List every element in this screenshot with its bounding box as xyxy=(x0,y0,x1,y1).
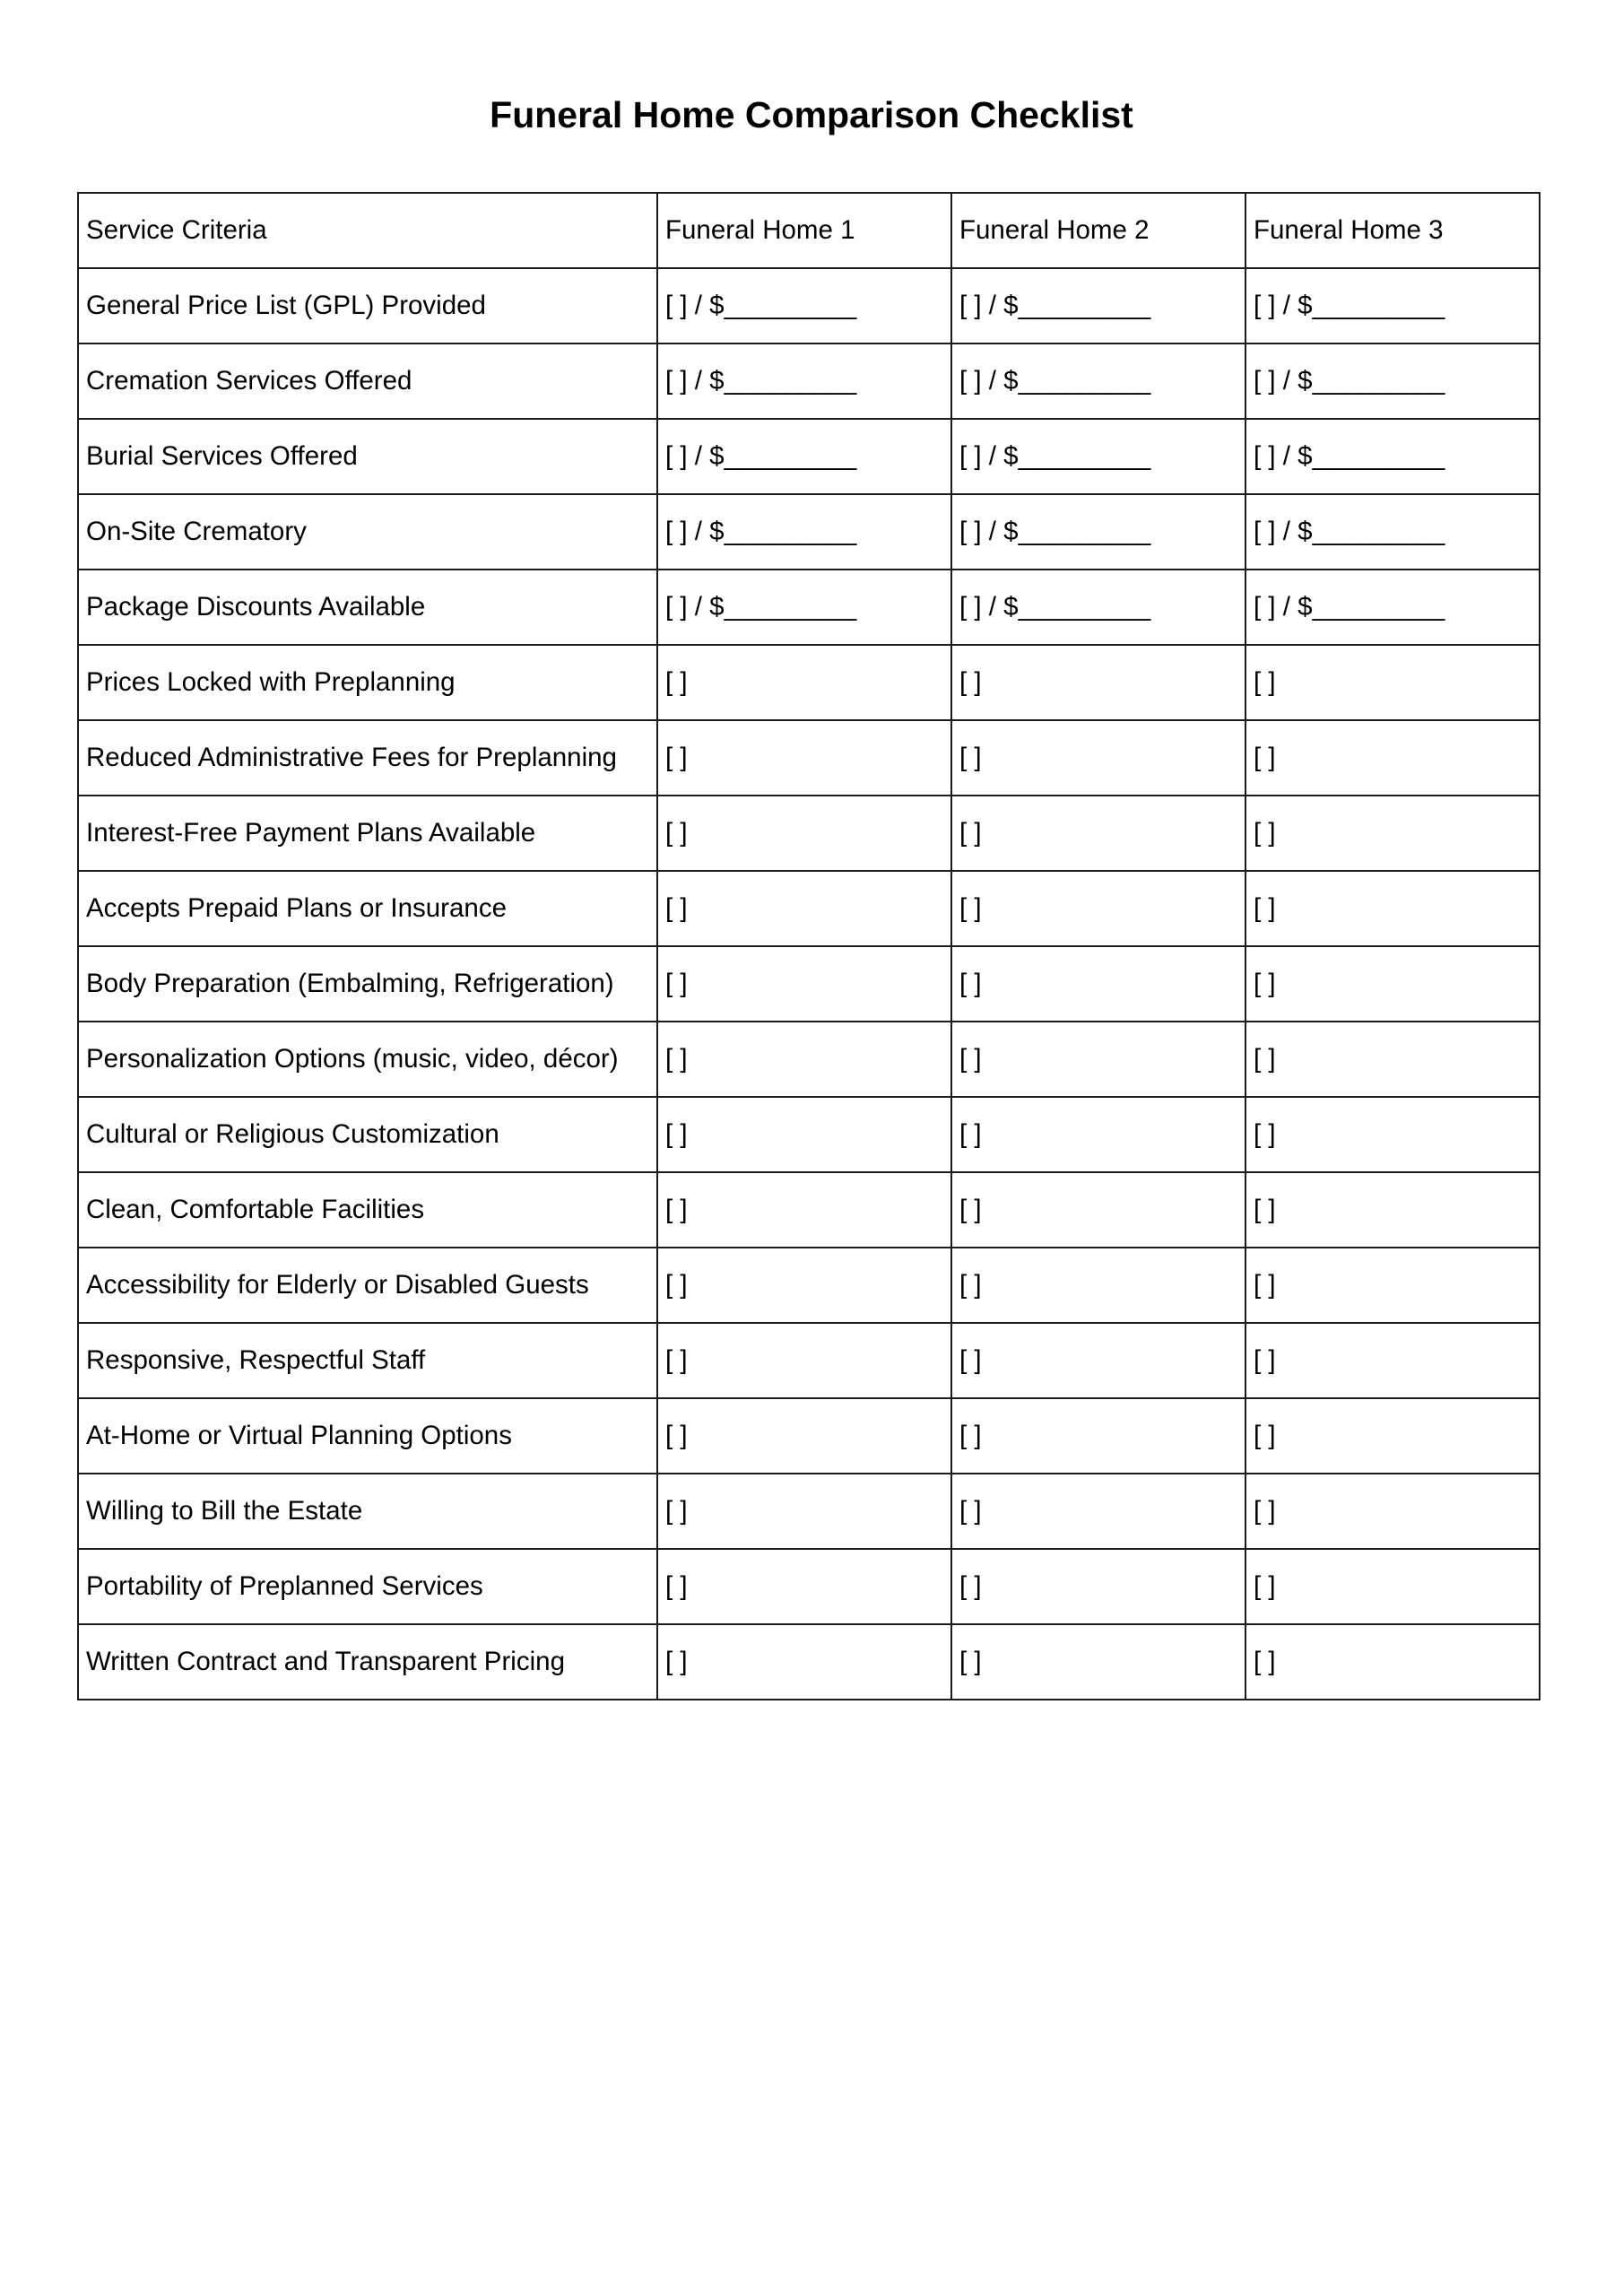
funeral-home-2-checkbox-field[interactable]: [ ] xyxy=(951,1549,1245,1624)
header-service-criteria: Service Criteria xyxy=(78,193,657,268)
funeral-home-2-checkbox-field[interactable]: [ ] xyxy=(951,1022,1245,1097)
criteria-cell: Interest-Free Payment Plans Available xyxy=(78,796,657,871)
funeral-home-1-checkbox-field[interactable]: [ ] / $_________ xyxy=(657,344,951,419)
funeral-home-1-checkbox-field[interactable]: [ ] xyxy=(657,1022,951,1097)
criteria-cell: Clean, Comfortable Facilities xyxy=(78,1172,657,1248)
funeral-home-1-checkbox-field[interactable]: [ ] xyxy=(657,1172,951,1248)
funeral-home-2-checkbox-field[interactable]: [ ] / $_________ xyxy=(951,494,1245,570)
funeral-home-2-checkbox-field[interactable]: [ ] / $_________ xyxy=(951,570,1245,645)
funeral-home-1-checkbox-field[interactable]: [ ] xyxy=(657,1624,951,1700)
criteria-cell: Responsive, Respectful Staff xyxy=(78,1323,657,1398)
table-row xyxy=(78,1248,1540,1323)
funeral-home-1-checkbox-field[interactable]: [ ] xyxy=(657,645,951,720)
table-row xyxy=(78,1474,1540,1549)
table-row xyxy=(78,645,1540,720)
funeral-home-3-checkbox-field[interactable]: [ ] xyxy=(1245,1172,1540,1248)
funeral-home-2-checkbox-field[interactable]: [ ] xyxy=(951,871,1245,946)
funeral-home-3-checkbox-field[interactable]: [ ] xyxy=(1245,871,1540,946)
funeral-home-2-checkbox-field[interactable]: [ ] xyxy=(951,1474,1245,1549)
funeral-home-3-checkbox-field[interactable]: [ ] xyxy=(1245,1398,1540,1474)
funeral-home-1-checkbox-field[interactable]: [ ] xyxy=(657,1474,951,1549)
funeral-home-3-checkbox-field[interactable]: [ ] xyxy=(1245,1549,1540,1624)
funeral-home-1-checkbox-field[interactable]: [ ] / $_________ xyxy=(657,494,951,570)
table-row xyxy=(78,570,1540,645)
funeral-home-1-checkbox-field[interactable]: [ ] xyxy=(657,1549,951,1624)
funeral-home-1-checkbox-field[interactable]: [ ] xyxy=(657,1097,951,1172)
criteria-cell: Package Discounts Available xyxy=(78,570,657,645)
funeral-home-2-checkbox-field[interactable]: [ ] xyxy=(951,645,1245,720)
funeral-home-3-checkbox-field[interactable]: [ ] xyxy=(1245,645,1540,720)
table-row xyxy=(78,1022,1540,1097)
funeral-home-2-checkbox-field[interactable]: [ ] / $_________ xyxy=(951,419,1245,494)
funeral-home-3-checkbox-field[interactable]: [ ] xyxy=(1245,1323,1540,1398)
criteria-cell: Prices Locked with Preplanning xyxy=(78,645,657,720)
table-row xyxy=(78,946,1540,1022)
funeral-home-1-checkbox-field[interactable]: [ ] xyxy=(657,1248,951,1323)
criteria-cell: Cremation Services Offered xyxy=(78,344,657,419)
funeral-home-2-checkbox-field[interactable]: [ ] xyxy=(951,1624,1245,1700)
header-funeral-home-2: Funeral Home 2 xyxy=(951,193,1245,268)
table-row xyxy=(78,494,1540,570)
table-row xyxy=(78,1624,1540,1700)
table-row xyxy=(78,268,1540,344)
funeral-home-1-checkbox-field[interactable]: [ ] xyxy=(657,1398,951,1474)
funeral-home-1-checkbox-field[interactable]: [ ] xyxy=(657,720,951,796)
table-row xyxy=(78,419,1540,494)
funeral-home-2-checkbox-field[interactable]: [ ] / $_________ xyxy=(951,268,1245,344)
criteria-cell: Accessibility for Elderly or Disabled Guests xyxy=(78,1248,657,1323)
header-funeral-home-1: Funeral Home 1 xyxy=(657,193,951,268)
funeral-home-3-checkbox-field[interactable]: [ ] xyxy=(1245,1097,1540,1172)
table-row xyxy=(78,1323,1540,1398)
funeral-home-2-checkbox-field[interactable]: [ ] xyxy=(951,1398,1245,1474)
funeral-home-2-checkbox-field[interactable]: [ ] xyxy=(951,1172,1245,1248)
funeral-home-2-checkbox-field[interactable]: [ ] xyxy=(951,796,1245,871)
criteria-cell: Willing to Bill the Estate xyxy=(78,1474,657,1549)
criteria-cell: Cultural or Religious Customization xyxy=(78,1097,657,1172)
funeral-home-3-checkbox-field[interactable]: [ ] / $_________ xyxy=(1245,268,1540,344)
funeral-home-2-checkbox-field[interactable]: [ ] xyxy=(951,720,1245,796)
funeral-home-3-checkbox-field[interactable]: [ ] / $_________ xyxy=(1245,344,1540,419)
funeral-home-1-checkbox-field[interactable]: [ ] xyxy=(657,1323,951,1398)
criteria-cell: At-Home or Virtual Planning Options xyxy=(78,1398,657,1474)
funeral-home-2-checkbox-field[interactable]: [ ] xyxy=(951,946,1245,1022)
criteria-cell: Portability of Preplanned Services xyxy=(78,1549,657,1624)
criteria-cell: Personalization Options (music, video, décor) xyxy=(78,1022,657,1097)
criteria-cell: On-Site Crematory xyxy=(78,494,657,570)
funeral-home-1-checkbox-field[interactable]: [ ] xyxy=(657,946,951,1022)
header-funeral-home-3: Funeral Home 3 xyxy=(1245,193,1540,268)
table-row xyxy=(78,1398,1540,1474)
funeral-home-2-checkbox-field[interactable]: [ ] xyxy=(951,1248,1245,1323)
funeral-home-3-checkbox-field[interactable]: [ ] / $_________ xyxy=(1245,570,1540,645)
funeral-home-3-checkbox-field[interactable]: [ ] / $_________ xyxy=(1245,494,1540,570)
criteria-cell: Accepts Prepaid Plans or Insurance xyxy=(78,871,657,946)
funeral-home-1-checkbox-field[interactable]: [ ] / $_________ xyxy=(657,268,951,344)
funeral-home-3-checkbox-field[interactable]: [ ] xyxy=(1245,720,1540,796)
table-row xyxy=(78,1097,1540,1172)
header-row xyxy=(78,193,1540,268)
table-row xyxy=(78,1172,1540,1248)
criteria-cell: Written Contract and Transparent Pricing xyxy=(78,1624,657,1700)
funeral-home-3-checkbox-field[interactable]: [ ] xyxy=(1245,1022,1540,1097)
funeral-home-2-checkbox-field[interactable]: [ ] xyxy=(951,1323,1245,1398)
funeral-home-1-checkbox-field[interactable]: [ ] / $_________ xyxy=(657,570,951,645)
comparison-table xyxy=(77,192,1541,1700)
funeral-home-3-checkbox-field[interactable]: [ ] xyxy=(1245,1624,1540,1700)
table-row xyxy=(78,720,1540,796)
page-title: Funeral Home Comparison Checklist xyxy=(490,94,1133,135)
funeral-home-2-checkbox-field[interactable]: [ ] xyxy=(951,1097,1245,1172)
table-row xyxy=(78,871,1540,946)
funeral-home-3-checkbox-field[interactable]: [ ] xyxy=(1245,1474,1540,1549)
table-body xyxy=(78,268,1540,1700)
criteria-cell: General Price List (GPL) Provided xyxy=(78,268,657,344)
criteria-cell: Burial Services Offered xyxy=(78,419,657,494)
criteria-cell: Body Preparation (Embalming, Refrigeration) xyxy=(78,946,657,1022)
table-row xyxy=(78,344,1540,419)
funeral-home-3-checkbox-field[interactable]: [ ] xyxy=(1245,796,1540,871)
funeral-home-3-checkbox-field[interactable]: [ ] / $_________ xyxy=(1245,419,1540,494)
funeral-home-1-checkbox-field[interactable]: [ ] xyxy=(657,871,951,946)
funeral-home-2-checkbox-field[interactable]: [ ] / $_________ xyxy=(951,344,1245,419)
funeral-home-3-checkbox-field[interactable]: [ ] xyxy=(1245,1248,1540,1323)
funeral-home-3-checkbox-field[interactable]: [ ] xyxy=(1245,946,1540,1022)
funeral-home-1-checkbox-field[interactable]: [ ] xyxy=(657,796,951,871)
funeral-home-1-checkbox-field[interactable]: [ ] / $_________ xyxy=(657,419,951,494)
table-row xyxy=(78,1549,1540,1624)
criteria-cell: Reduced Administrative Fees for Preplanning xyxy=(78,720,657,796)
table-row xyxy=(78,796,1540,871)
